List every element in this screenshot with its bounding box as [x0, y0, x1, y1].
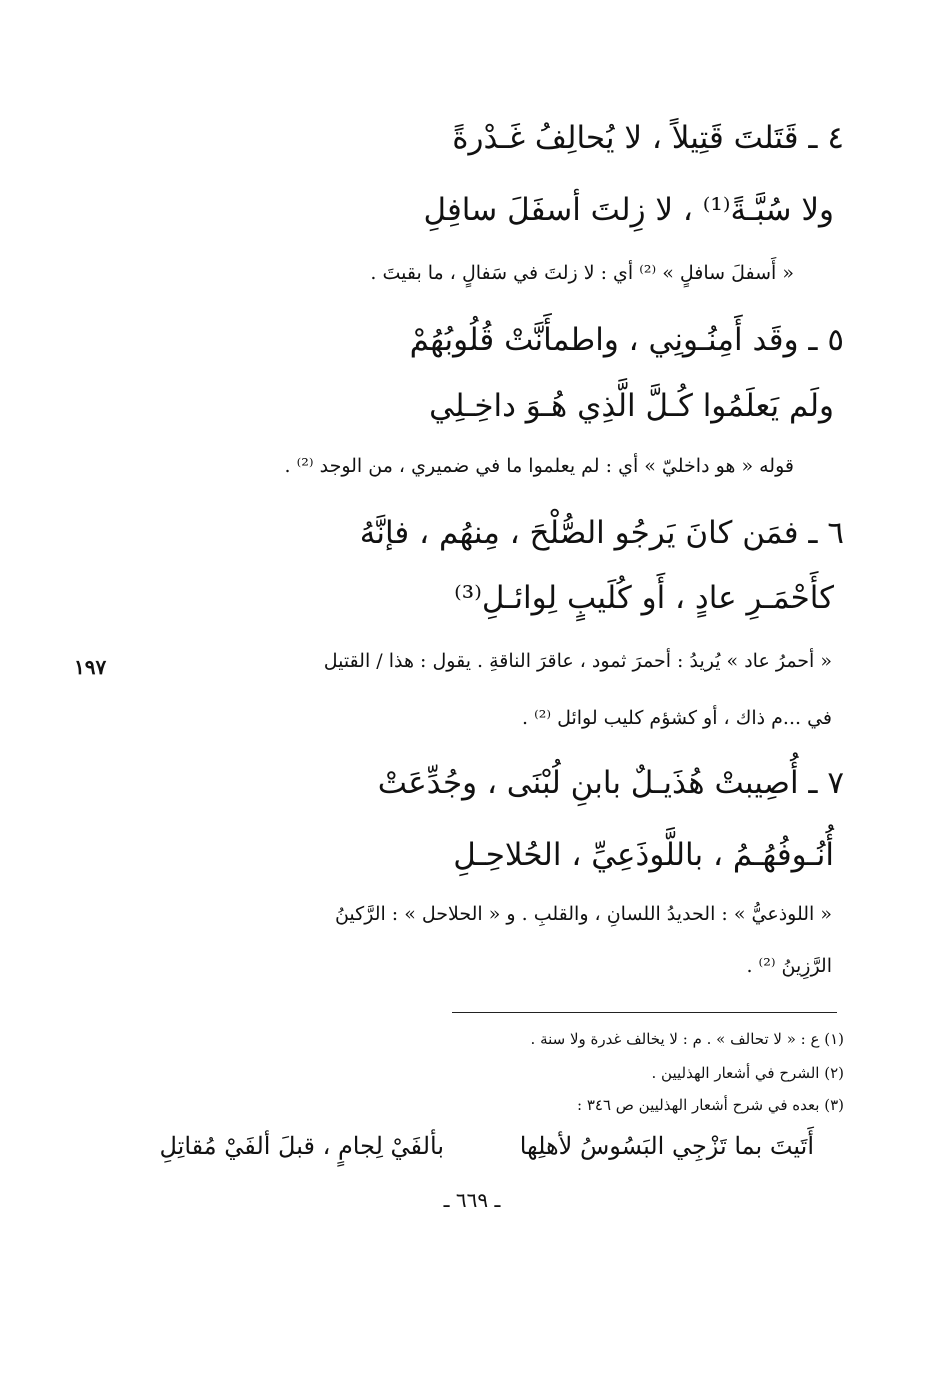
gloss-verse-7-line-2: الرَّزِينُ ⁽²⁾ .	[746, 955, 832, 977]
gloss-verse-6-line-1: « أحمرُ عاد » يُريدُ : أحمرَ ثمود ، عاقرَ الناقةِ . يقول : هذا / القتيل	[323, 650, 832, 672]
verse-7-first-hemistich: ٧ ـ أُصِيبتْ هُذَيـلٌ بابنِ لُبْنَى ، وجُدِّعَتْ	[377, 765, 844, 801]
verse-4-second-hemistich: ولا سُبَّـةً⁽¹⁾ ، لا زِلتَ أسفَلَ سافِلِ	[423, 192, 834, 228]
verse-6-first-hemistich: ٦ ـ فمَن كانَ يَرجُو الصُّلْحَ ، مِنهُم ، فإنَّهُ	[359, 515, 844, 551]
verse-5-first-hemistich: ٥ ـ وقَد أَمِنُـونِي ، واطمأَنَّتْ قُلُوبُهُمْ	[409, 322, 844, 358]
verse-7-second-hemistich: أُنُـوفُهُـمُ ، باللَّوذَعِيِّ ، الحُلاحِـلِ	[453, 837, 834, 873]
footnote-2: (٢) الشرح في أشعار الهذليين .	[651, 1064, 844, 1082]
gloss-verse-4: « أَسفلَ سافلٍ » ⁽²⁾ أي : لا زلتَ في سَفالٍ ، ما بقيتَ .	[370, 262, 794, 284]
footnote-3: (٣) بعده في شرح أشعار الهذليين ص ٣٤٦ :	[577, 1096, 844, 1114]
footnote-1: (١) ع : « لا تحالف » . م : لا يخالف غدرة ولا سنة .	[530, 1030, 844, 1048]
gloss-verse-5: قوله « هو داخليّ » أي : لم يعلموا ما في ضميري ، من الوجد ⁽²⁾ .	[284, 455, 794, 477]
verse-5-second-hemistich: ولَم يَعلَمُوا كُـلَّ الَّذِي هُـوَ داخِـلِي	[429, 388, 834, 424]
page-number: ـ ٦٦٩ ـ	[443, 1188, 501, 1212]
footnote-divider	[452, 1012, 837, 1013]
margin-page-number: ١٩٧	[74, 655, 107, 679]
gloss-verse-6-line-2: في ...م ذاك ، أو كشؤم كليب لوائل ⁽²⁾ .	[521, 707, 832, 729]
footnote-verse-second-hemistich: بألفَيْ لِجامٍ ، قبلَ ألفَيْ مُقاتِلِ	[159, 1132, 444, 1160]
verse-4-first-hemistich: ٤ ـ قَتَلتَ قَتِيلاً ، لا يُحالِفُ غَـدْرةً	[452, 120, 844, 156]
gloss-verse-7-line-1: « اللوذعيُّ » : الحديدُ اللسانِ ، والقلبِ . و « الحلاحل » : الرَّكينُ	[334, 903, 832, 925]
verse-6-second-hemistich: كأَحْمَـرِ عادٍ ، أَو كُلَيبٍ لِوائـلِ⁽³⁾	[454, 580, 834, 616]
footnote-verse-first-hemistich: أَتَيتَ بما تَزْجِي البَسُوسُ لأهلِها	[519, 1132, 814, 1160]
